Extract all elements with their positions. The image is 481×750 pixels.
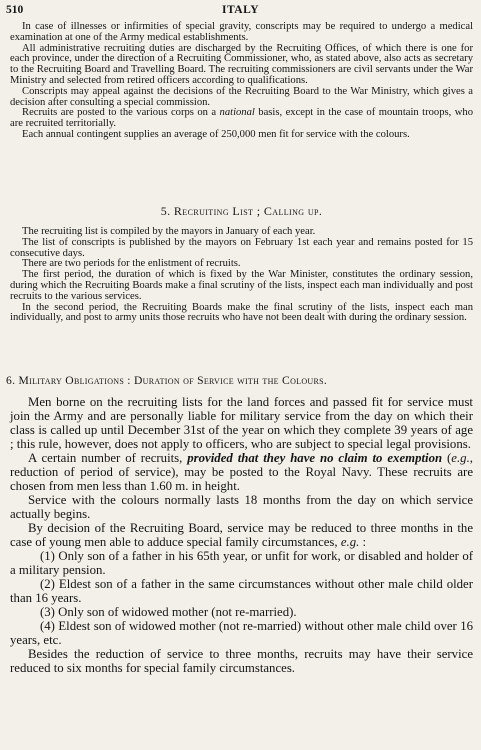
intro-section [10, 22, 473, 141]
paragraph: The first period, the duration of which is fixed by the War Minister, constitutes the ordinary session, during which the Recruiting Boards make a final scrutiny of the lists, inspect each man individually and post recruits to the various services. [10, 269, 473, 302]
paragraph: The recruiting list is compiled by the mayors in January of each year. [22, 226, 316, 237]
paragraph: Besides the reduction of service to three months, recruits may have their service reduced to six months for special family circumstances. [10, 647, 473, 675]
paragraph: In the second period, the Recruiting Boards make the final scrutiny of the lists, inspect each man individually, and post to army units those recruits who have not been dealt with during the ordinary session. [10, 301, 473, 324]
section-heading: 5. Recruiting List ; Calling up. [160, 204, 323, 218]
list-item: (3) Only son of widowed mother (not re-married). [40, 605, 297, 619]
list-item: (4) Eldest son of widowed mother (not re-married) without other male child over 16 years, etc. [10, 619, 473, 647]
paragraph: There are two periods for the enlistment of recruits. [22, 258, 241, 270]
paragraph: In case of illnesses or infirmities of special gravity, conscripts may be required to undergo a medical examination at one of the Army medical establishments. [10, 21, 473, 43]
paragraph: Conscripts may appeal against the decisions of the Recruiting Board to the War Ministry, which gives a decision after consulting a special commission. [10, 85, 473, 108]
list-item: (1) Only son of a father in his 65th year, or unfit for work, or disabled and holder of a military pension. [10, 549, 473, 577]
running-head: ITALY [221, 4, 260, 16]
paragraph: Each annual contingent supplies an average of 250,000 men fit for service with the colours. [22, 128, 410, 140]
section-heading: 6. Military Obligations : Duration of Service with the Colours. [6, 374, 328, 387]
paragraph: All administrative recruiting duties are discharged by the Recruiting Offices, of which there is one for each province, under the direction of a Recruiting Commissioner, who, as stated above, also acts as secretary to the Recruiting Board and Travelling Board. The recruiting commissioners are civil servants under the War Ministry and selected from retired officers according to qualifications. [10, 42, 473, 86]
page-number: 510 [6, 4, 24, 16]
list-item: (2) Eldest son of a father in the same circumstances without other male child older than 16 years. [10, 577, 473, 605]
section-5-body [10, 227, 473, 324]
paragraph: The list of conscripts is published by the mayors on February 1st each year and remains posted for 15 consecutive days. [10, 236, 473, 259]
paragraph: Service with the colours normally lasts 18 months from the day on which service actually begins. [10, 493, 473, 521]
paragraph: A certain number of recruits, provided that they have no claim to exemption (e.g., reduction of period of service), may be posted to the Royal Navy. These recruits are chosen from men less than 1.60 m. in height. [10, 451, 473, 493]
paragraph: By decision of the Recruiting Board, service may be reduced to three months in the case of young men able to adduce special family circumstances, e.g. : [10, 521, 473, 549]
page-header [6, 4, 475, 18]
section-6-body [10, 395, 473, 675]
paragraph: Men borne on the recruiting lists for the land forces and passed fit for service must join the Army and are personally liable for military service from the day on which their class is called up until December 31st of the year on which they complete 39 years of age ; this rule, however, does not apply to officers, who are subject to special legal provisions. [10, 395, 473, 451]
paragraph: Recruits are posted to the various corps on a national basis, except in the case of mountain troops, who are recruited territorially. [10, 107, 473, 130]
